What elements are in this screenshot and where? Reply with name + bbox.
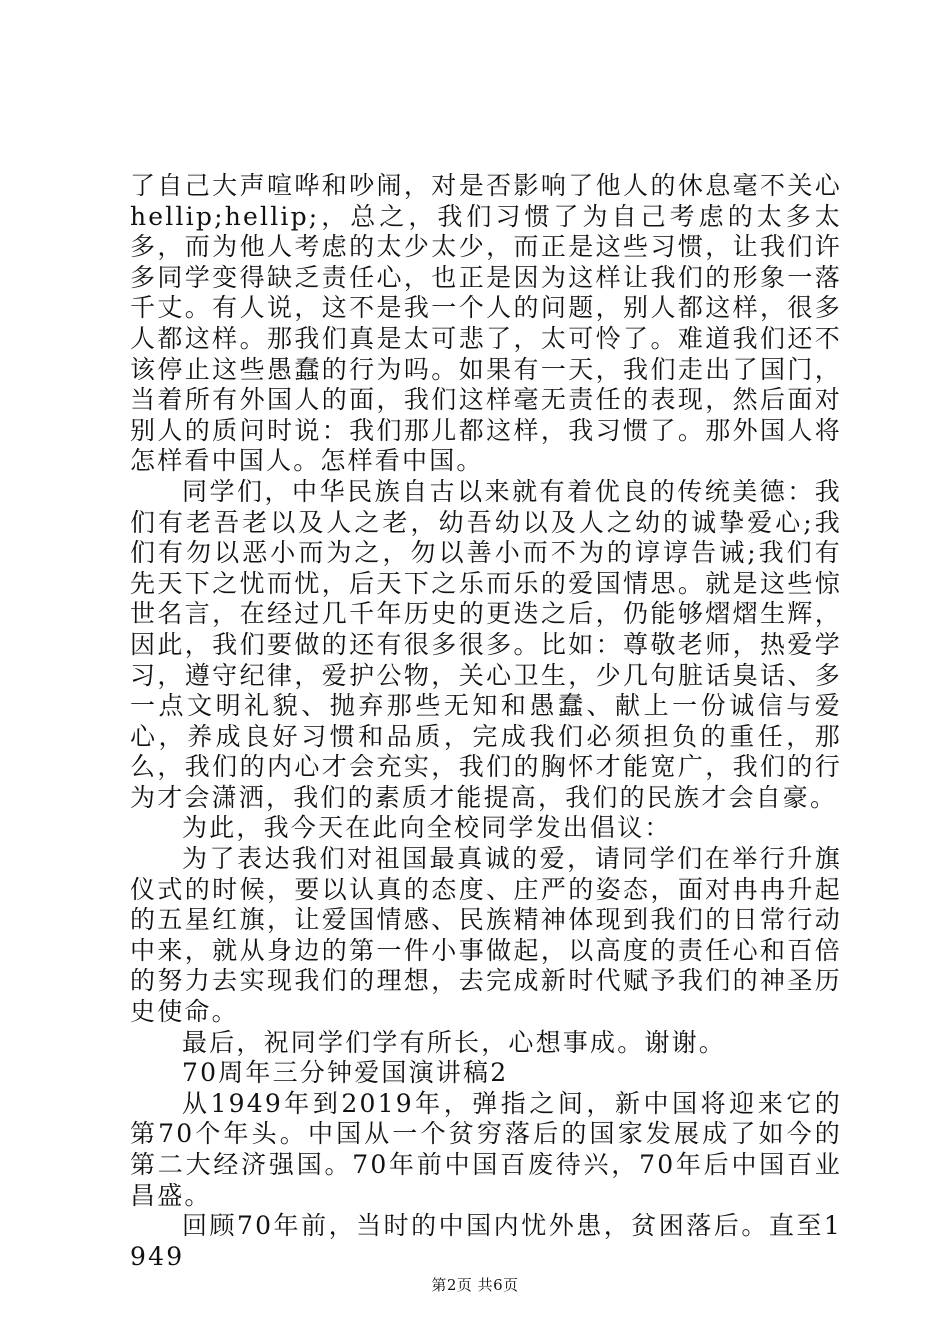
paragraph-5: 最后，祝同学们学有所长，心想事成。谢谢。 <box>182 1027 727 1057</box>
paragraph-2: 同学们，中华民族自古以来就有着优良的传统美德：我们有老吾老以及人之老，幼吾幼以及人之幼的诚挚爱心;我们有勿以恶小而为之，勿以善小而不为的谆谆告诫;我们有先天下之忧而忧，后天下之乐而乐的爱国情思。就是这些惊世名言，在经过几千年历史的更迭之后，仍能够熠熠生辉，因此，我们要做的还有很多很多。比如：尊敬老师，热爱学习，遵守纪律，爱护公物，关心卫生，少几句脏话臭话、多一点文明礼貌、抛弃那些无知和愚蠢、献上一份诚信与爱心，养成良好习惯和品质，完成我们必须担负的重任，那么，我们的内心才会充实，我们的胸怀才能宽广，我们的行为才会潇洒，我们的素质才能提高，我们的民族才会自豪。 <box>130 476 842 812</box>
paragraph-4: 为了表达我们对祖国最真诚的爱，请同学们在举行升旗仪式的时候，要以认真的态度、庄严的姿态，面对冉冉升起的五星红旗，让爱国情感、民族精神体现到我们的日常行动中来，就从身边的第一件小事做起，以高度的责任心和百倍的努力去实现我们的理想，去完成新时代赋予我们的神圣历史使命。 <box>130 844 842 1027</box>
section-heading: 70周年三分钟爱国演讲稿2 <box>182 1058 509 1088</box>
paragraph-7: 回顾70年前，当时的中国内忧外患，贫困落后。直至1949 <box>130 1211 842 1271</box>
paragraph-1: 了自己大声喧哗和吵闹，对是否影响了他人的休息毫不关心hellip;hellip;，总之，我们习惯了为自己考虑的太多太多，而为他人考虑的太少太少，而正是这些习惯，让我们许多同学变得缺乏责任心，也正是因为这样让我们的形象一落千丈。有人说，这不是我一个人的问题，别人都这样，很多人都这样。那我们真是太可悲了，太可怜了。难道我们还不该停止这些愚蠢的行为吗。如果有一天，我们走出了国门，当着所有外国人的面，我们这样毫无责任的表现，然后面对别人的质问时说：我们那儿都这样，我习惯了。那外国人将怎样看中国人。怎样看中国。 <box>130 171 842 476</box>
document-body <box>130 171 842 1272</box>
paragraph-3: 为此，我今天在此向全校同学发出倡议： <box>182 813 672 843</box>
paragraph-6: 从1949年到2019年，弹指之间，新中国将迎来它的第70个年头。中国从一个贫穷落后的国家发展成了如今的第二大经济强国。70年前中国百废待兴，70年后中国百业昌盛。 <box>130 1088 842 1210</box>
page-footer: 第2页 共6页 <box>431 1276 519 1294</box>
